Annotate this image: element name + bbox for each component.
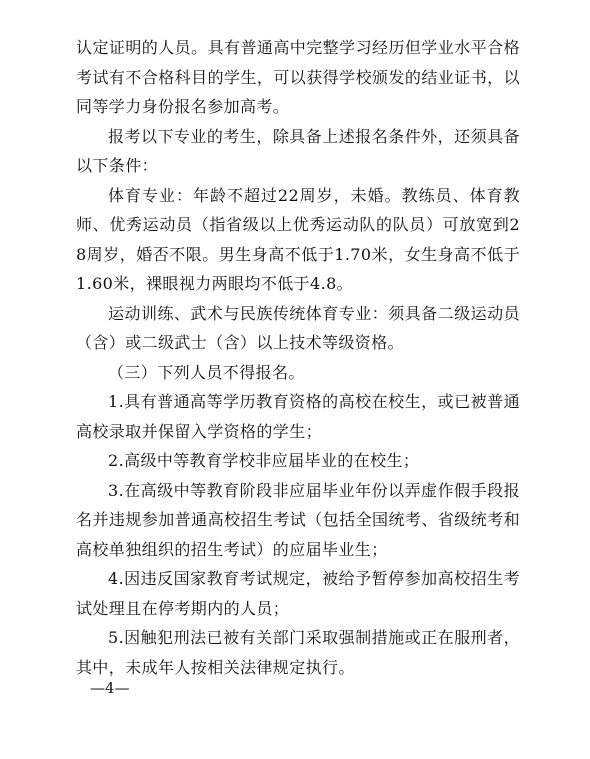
paragraph-continuation: 认定证明的人员。具有普通高中完整学习经历但学业水平合格考试有不合格科目的学生，可以获得学校颁发的结业证书，以同等学力身份报名参加高考。 <box>76 38 520 116</box>
list-item-2: 2.高级中等教育学校非应届毕业的在校生； <box>108 451 420 470</box>
document-body <box>76 33 520 682</box>
list-item-4: 4.因违反国家教育考试规定，被给予暂停参加高校招生考试处理且在停考期内的人员； <box>76 569 520 618</box>
paragraph-sports-training-major: 运动训练、武术与民族传统体育专业：须具备二级运动员（含）或二级武士（含）以上技术等级资格。 <box>76 303 520 352</box>
section-heading-ineligible: （三）下列人员不得报名。 <box>108 362 305 382</box>
paragraph-sports-major: 体育专业：年龄不超过22周岁，未婚。教练员、体育教师、优秀运动员（指省级以上优秀运动队的队员）可放宽到28周岁，婚否不限。男生身高不低于1.70米，女生身高不低于1.60米，裸眼视力两眼均不低于4.8。 <box>76 185 520 293</box>
list-item-3: 3.在高级中等教育阶段非应届毕业年份以弄虚作假手段报名并违规参加普通高校招生考试（包括全国统考、省级统考和高校单独组织的招生考试）的应届毕业生； <box>76 480 520 559</box>
page-number: —4— <box>90 679 130 697</box>
list-item-1: 1.具有普通高等学历教育资格的高校在校生，或已被普通高校录取并保留入学资格的学生； <box>76 392 520 441</box>
paragraph-special-majors-intro: 报考以下专业的考生，除具备上述报名条件外，还须具备以下条件： <box>76 126 520 175</box>
list-item-5: 5.因触犯刑法已被有关部门采取强制措施或正在服刑者，其中，未成年人按相关法律规定执行。 <box>76 628 520 677</box>
